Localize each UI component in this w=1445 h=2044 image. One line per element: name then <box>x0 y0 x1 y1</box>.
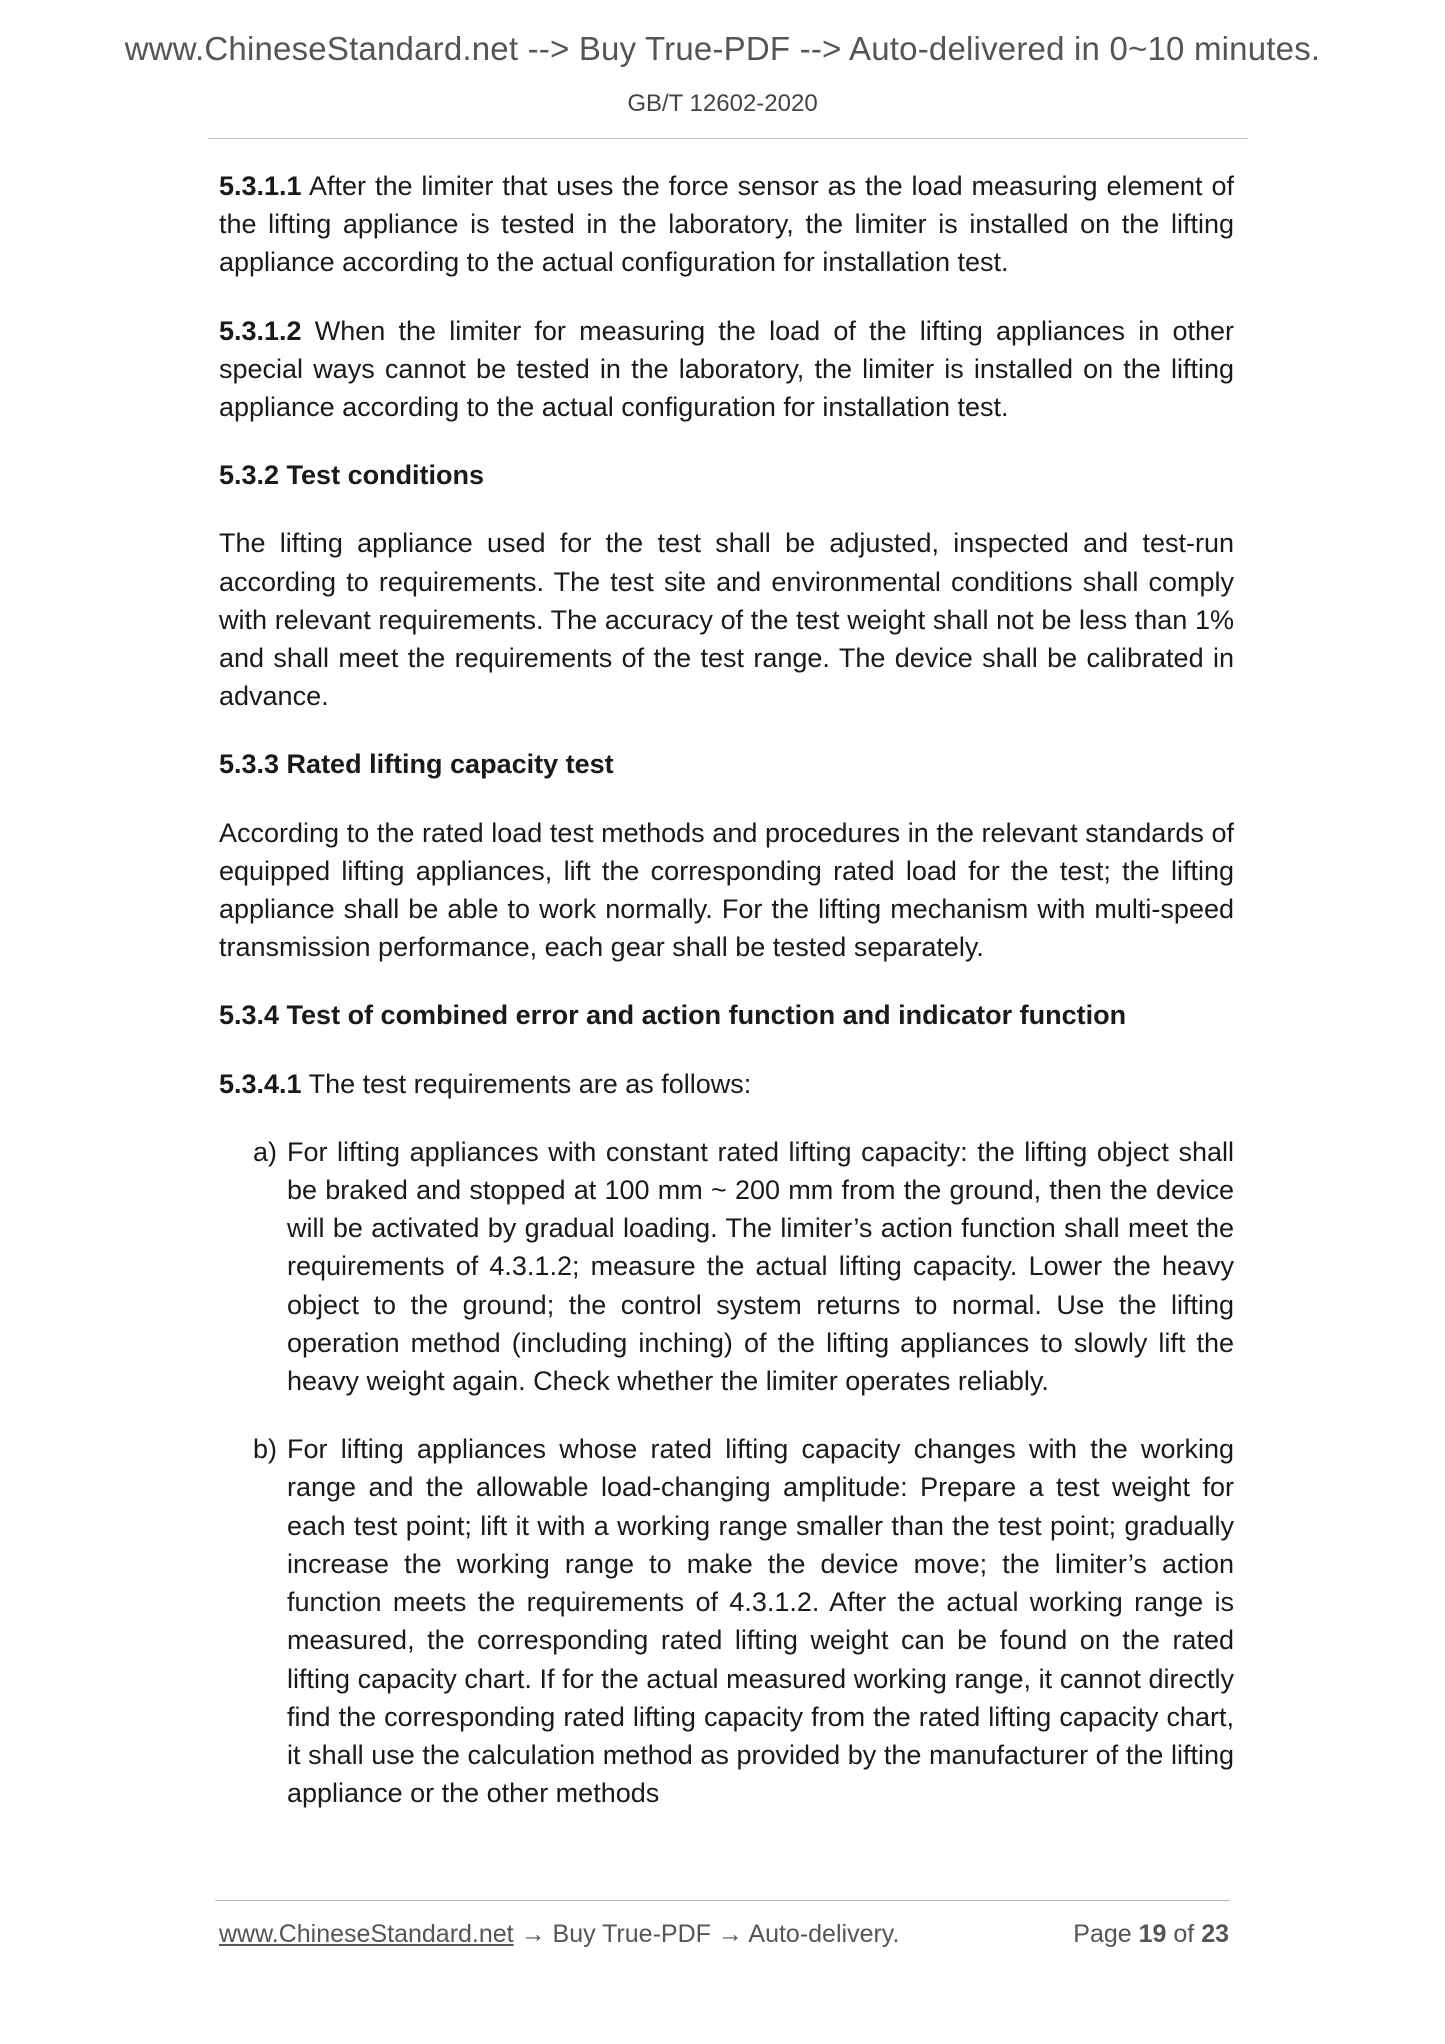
clause-text: When the limiter for measuring the load of the lifting appliances in other special ways cannot be tested in the laboratory, the limiter is installed on the lifting appliance according to the actual configuration for installation test. <box>219 315 1234 423</box>
list-item-text: For lifting appliances whose rated lifting capacity changes with the working range and the allowable load-changing amplitude: Prepare a test weight for each test point; lift it with a working range smaller than the test point; gradually increase the working range to make the device move; the limiter’s action function meets the requirements of 4.3.1.2. After the actual working range is measured, the corresponding rated lifting weight can be found on the rated lifting capacity chart. If for the actual measured working range, it cannot directly find the corresponding rated lifting capacity from the rated lifting capacity chart, it shall use the calculation method as provided by the manufacturer of the lifting appliance or the other methods <box>287 1434 1234 1809</box>
footer-promo <box>219 1920 899 1949</box>
clause-5-3-1-2 <box>219 312 1234 427</box>
clause-number: 5.3.4.1 <box>219 1068 302 1099</box>
paragraph-rated-capacity-test: According to the rated load test methods and procedures in the relevant standards of equipped lifting appliances, lift the corresponding rated load for the test; the lifting appliance shall be able to work normally. For the lifting mechanism with multi-speed transmission performance, each gear shall be tested separately. <box>219 817 1234 963</box>
site-banner: www.ChineseStandard.net --> Buy True-PDF --> Auto-delivered in 0~10 minutes. <box>124 30 1321 67</box>
clause-5-3-4-1 <box>219 1065 1234 1103</box>
heading-5-3-4: 5.3.4 Test of combined error and action function and indicator function <box>219 1000 1127 1031</box>
clause-text: The test requirements are as follows: <box>308 1068 752 1099</box>
list-item-text: For lifting appliances with constant rated lifting capacity: the lifting object shall be braked and stopped at 100 mm ~ 200 mm from the ground, then the device will be activated by gradual loading. The limiter’s action function shall meet the requirements of 4.3.1.2; measure the actual lifting capacity. Lower the heavy object to the ground; the control system returns to normal. Use the lifting operation method (including inching) of the lifting appliances to slowly lift the heavy weight again. Check whether the limiter operates reliably. <box>287 1136 1234 1397</box>
page-total: 23 <box>1201 1920 1229 1948</box>
heading-5-3-3: 5.3.3 Rated lifting capacity test <box>219 749 614 780</box>
footer-divider <box>215 1900 1230 1901</box>
page-label: Page <box>1073 1920 1132 1948</box>
list-item-a <box>253 1133 1234 1400</box>
page-content <box>219 167 1234 1842</box>
list-marker: a) <box>253 1136 278 1167</box>
of-label: of <box>1173 1920 1195 1948</box>
list-marker: b) <box>253 1434 278 1465</box>
header-divider <box>208 138 1248 139</box>
clause-text: After the limiter that uses the force sensor as the load measuring element of the lifting appliance is tested in the laboratory, the limiter is installed on the lifting appliance according to the actual configuration for installation test. <box>219 171 1234 278</box>
footer-site-link[interactable]: www.ChineseStandard.net <box>219 1920 514 1948</box>
document-number: GB/T 12602-2020 <box>627 90 818 117</box>
heading-5-3-2: 5.3.2 Test conditions <box>219 460 485 491</box>
clause-number: 5.3.1.2 <box>219 315 302 346</box>
footer-promo-text: → Buy True-PDF → Auto-delivery. <box>513 1920 900 1948</box>
clause-number: 5.3.1.1 <box>219 171 302 201</box>
page-indicator <box>1073 1920 1229 1949</box>
list-item-b <box>253 1430 1234 1812</box>
paragraph-test-conditions: The lifting appliance used for the test shall be adjusted, inspected and test-run according to requirements. The test site and environmental conditions shall comply with relevant requirements. The accuracy of the test weight shall not be less than 1% and shall meet the requirements of the test range. The device shall be calibrated in advance. <box>219 528 1234 712</box>
clause-5-3-1-1 <box>219 167 1234 282</box>
page-current: 19 <box>1138 1920 1167 1948</box>
